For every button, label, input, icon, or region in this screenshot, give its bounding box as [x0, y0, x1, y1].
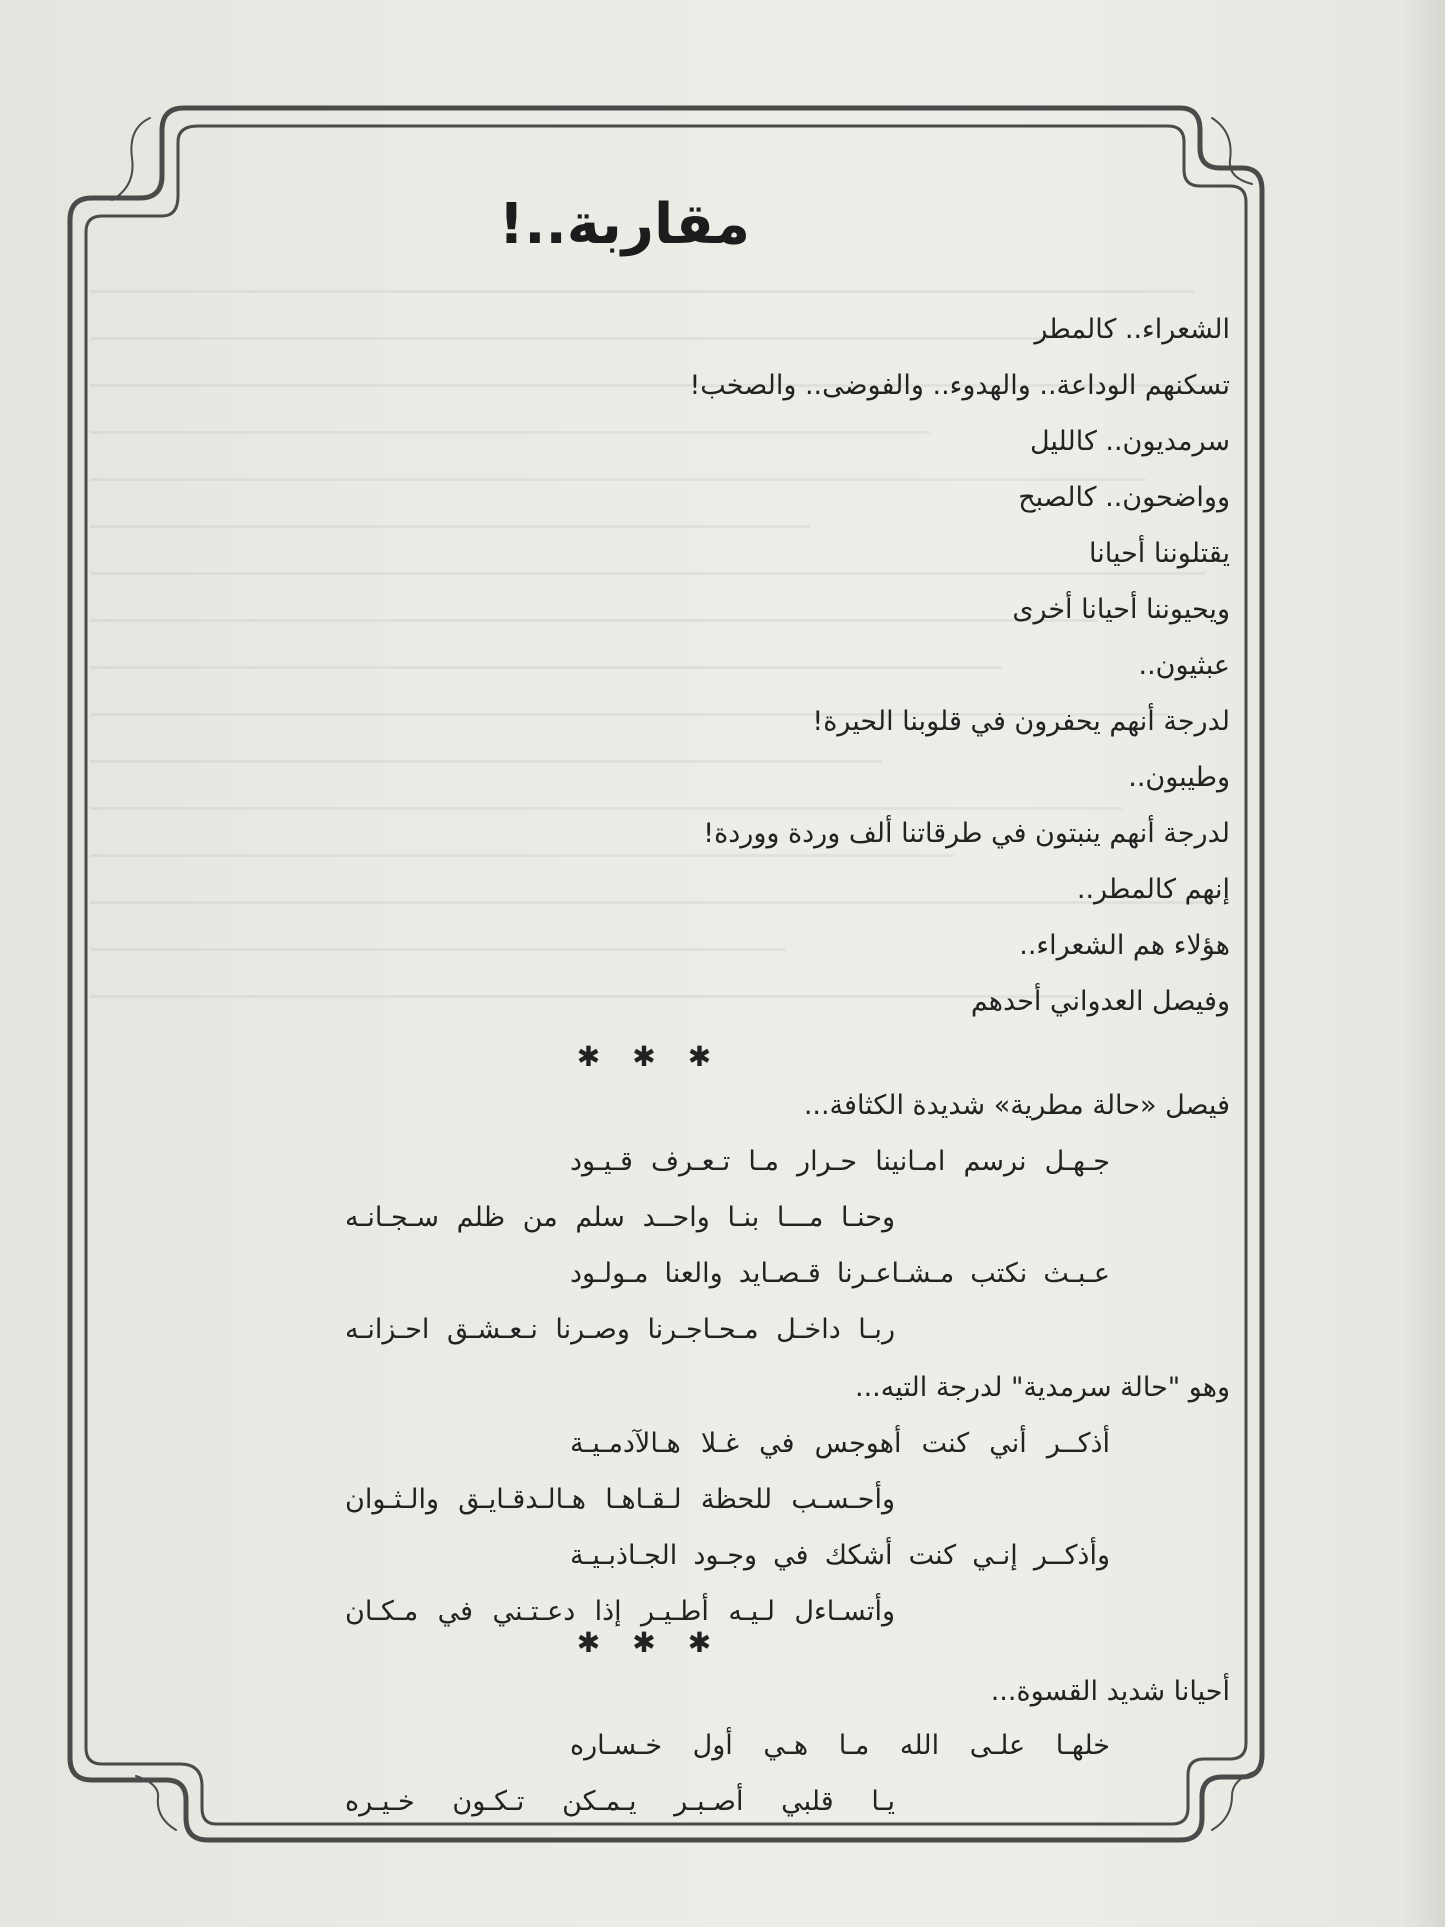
- verse-line: يـا قلبي أصـبـر يـمـكن تـكـون خـيـره: [345, 1786, 895, 1817]
- verse-line: عـبـث نكتب مـشـاعـرنا قـصـايد والعنا مـولـود: [570, 1258, 1110, 1289]
- verse-line: وأحـسـب للحظة لـقـاهـا هـالـدقـايـق والـثـوان: [345, 1484, 895, 1515]
- intro-line: لدرجة أنهم ينبتون في طرقاتنا ألف وردة ووردة!: [703, 818, 1230, 849]
- page-title: مقاربة..!: [498, 192, 750, 257]
- intro-line: وواضحون.. كالصبح: [1018, 482, 1230, 513]
- intro-line: سرمديون.. كالليل: [1029, 426, 1230, 457]
- section-separator: ✱✱✱: [576, 1040, 744, 1073]
- section-heading: وهو "حالة سرمدية" لدرجة التيه...: [854, 1372, 1230, 1403]
- verse-line: أذكــر أني كنت أهوجس في غـلا هـالآدمـيـة: [570, 1428, 1110, 1459]
- section-heading: أحيانا شديد القسوة...: [990, 1676, 1230, 1707]
- intro-line: ويحيوننا أحيانا أخرى: [1012, 594, 1230, 625]
- verse-line: ربـا داخـل مـحـاجـرنا وصـرنا نـعـشـق احـزانـه: [345, 1314, 895, 1345]
- verse-line: وأتسـاءل لـيـه أطـيـر إذا دعـتـني في مـكـان: [345, 1596, 895, 1627]
- intro-line: إنهم كالمطر..: [1076, 874, 1230, 905]
- section-separator: ✱✱✱: [576, 1626, 744, 1659]
- intro-line: لدرجة أنهم يحفرون في قلوبنا الحيرة!: [812, 706, 1230, 737]
- intro-line: الشعراء.. كالمطر: [1034, 314, 1230, 345]
- intro-line: عبثيون..: [1138, 650, 1230, 681]
- verse-line: جـهـل نرسم امـانينا حـرار مـا تـعـرف قـيـود: [570, 1146, 1110, 1177]
- verse-line: وأذكــر إنـي كنت أشكك في وجـود الجـاذبـيـة: [570, 1540, 1110, 1571]
- intro-line: يقتلوننا أحيانا: [1089, 538, 1230, 569]
- intro-line: وطيبون..: [1128, 762, 1230, 793]
- intro-line: هؤلاء هم الشعراء..: [1019, 930, 1230, 961]
- intro-line: وفيصل العدواني أحدهم: [970, 986, 1230, 1017]
- intro-line: تسكنهم الوداعة.. والهدوء.. والفوضى.. والصخب!: [689, 370, 1230, 401]
- section-heading: فيصل «حالة مطرية» شديدة الكثافة...: [803, 1090, 1230, 1121]
- verse-line: خلهـا علـى الله مـا هـي أول خـسـاره: [570, 1730, 1110, 1761]
- verse-line: وحنـا مـــا بنـا واحــد سلم من ظلم سـجـانـه: [345, 1202, 895, 1233]
